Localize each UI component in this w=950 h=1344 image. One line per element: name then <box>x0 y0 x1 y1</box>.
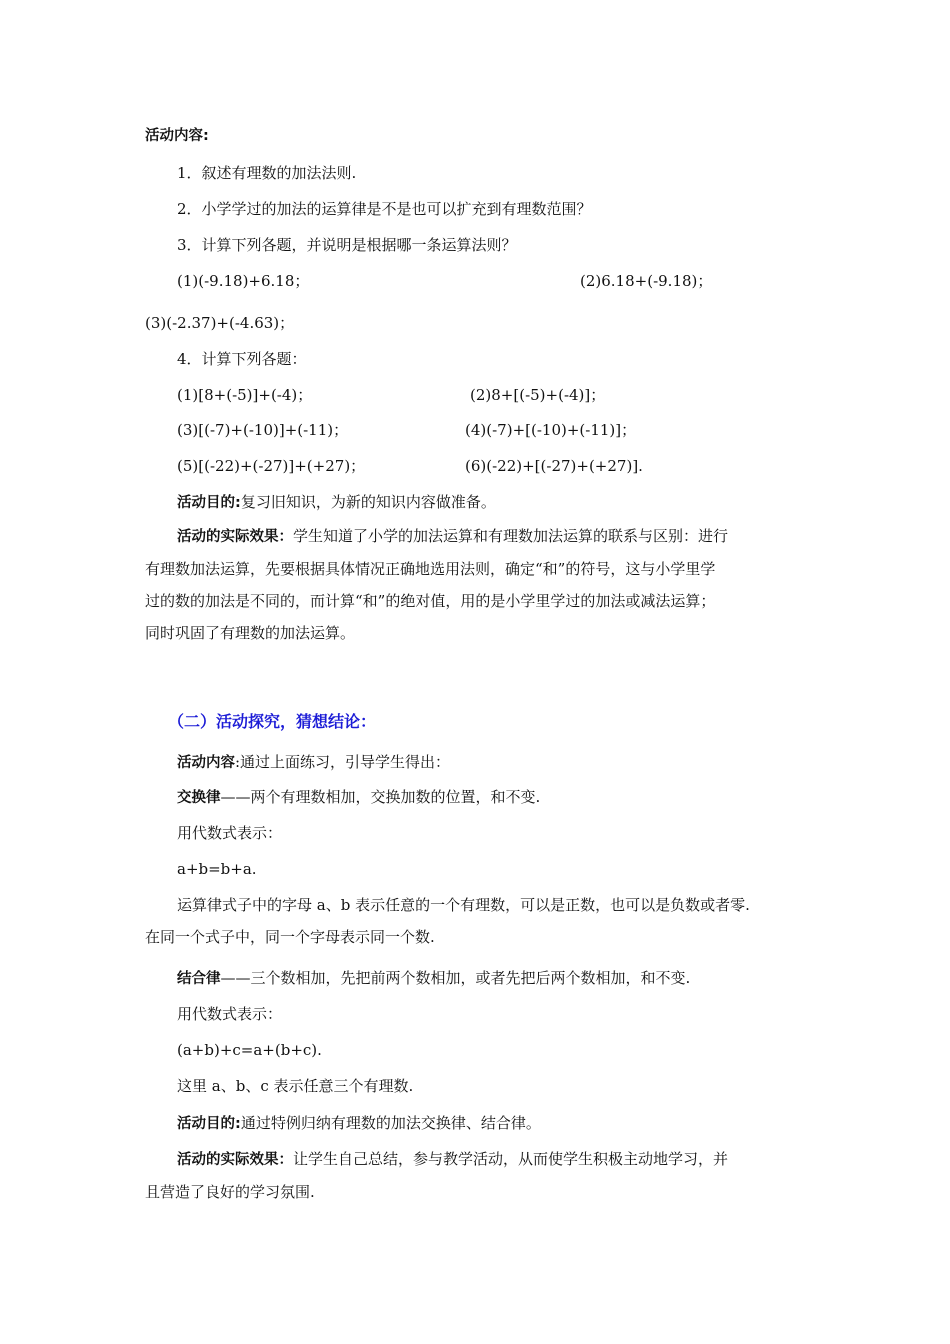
effect-label: 活动的实际效果： <box>177 529 293 545</box>
content-label: 活动内容 <box>177 755 235 771</box>
algebra-label: 用代数式表示： <box>177 824 283 842</box>
purpose-label: 活动目的: <box>177 495 241 511</box>
commutative-label: 交换律 <box>177 790 221 806</box>
list-item: 1．叙述有理数的加法法则. <box>177 164 357 182</box>
purpose-line <box>177 492 496 513</box>
exercise-item: (3)[(-7)+(-10)]+(-11)； <box>177 421 349 439</box>
commutative-law: 交换律——两个有理数相加，交换加数的位置，和不变. <box>177 788 541 806</box>
exercise-item: (5)[(-22)+(-27)]+(+27)； <box>177 457 366 475</box>
exercise-item: (1)(-9.18)+6.18； <box>177 272 310 290</box>
purpose-text: 复习旧知识，为新的知识内容做准备。 <box>240 493 496 511</box>
content-line: 活动内容:通过上面练习，引导学生得出： <box>177 753 451 771</box>
purpose-label: 活动目的: <box>177 1116 241 1132</box>
exercise-item: (6)(-22)+[(-27)+(+27)]. <box>465 457 643 475</box>
associative-law: 结合律——三个数相加，先把前两个数相加，或者先把后两个数相加，和不变. <box>177 969 691 987</box>
content-label: 活动内容: <box>145 128 209 144</box>
exercise-item: (2)8+[(-5)+(-4)]； <box>470 386 606 404</box>
effect-paragraph: 活动的实际效果：学生知道了小学的加法运算和有理数加法运算的联系与区别：进行 有理数加法运算，先要根据具体情况正确地选用法则，确定“和”的符号，这与小学里学 过的数的加法是不同的，而计算“和”的绝对值，用的是小学里学过的加法或减法运算； 同时巩固了有理数的加法运算。 <box>145 527 729 642</box>
list-item: 2．小学学过的加法的运算律是不是也可以扩充到有理数范围？ <box>177 200 592 218</box>
section-heading: （二）活动探究，猜想结论： <box>168 712 377 731</box>
list-item: 4．计算下列各题： <box>177 350 307 368</box>
exercise-item: (1)[8+(-5)]+(-4)； <box>177 386 313 404</box>
exercise-item: (2)6.18+(-9.18)； <box>580 272 713 290</box>
exercise-item: (3)(-2.37)+(-4.63)； <box>145 314 295 332</box>
explain-paragraph: 运算律式子中的字母 a、b 表示任意的一个有理数，可以是正数，也可以是负数或者零. 在同一个式子中，同一个字母表示同一个数. <box>145 896 750 946</box>
effect-paragraph: 活动的实际效果：让学生自己总结，参与教学活动，从而使学生积极主动地学习，并 且营造了良好的学习氛围. <box>145 1150 729 1201</box>
effect-label: 活动的实际效果： <box>177 1152 293 1168</box>
exercise-item: (4)(-7)+[(-10)+(-11)]； <box>465 421 637 439</box>
explain-line: 这里 a、b、c 表示任意三个有理数. <box>177 1077 414 1095</box>
formula: a+b=b+a. <box>177 860 257 878</box>
purpose-line: 活动目的:通过特例归纳有理数的加法交换律、结合律。 <box>177 1114 541 1132</box>
formula: (a+b)+c=a+(b+c). <box>177 1041 322 1059</box>
list-item: 3．计算下列各题，并说明是根据哪一条运算法则？ <box>177 236 517 254</box>
algebra-label: 用代数式表示： <box>177 1005 283 1023</box>
associative-label: 结合律 <box>177 971 221 987</box>
